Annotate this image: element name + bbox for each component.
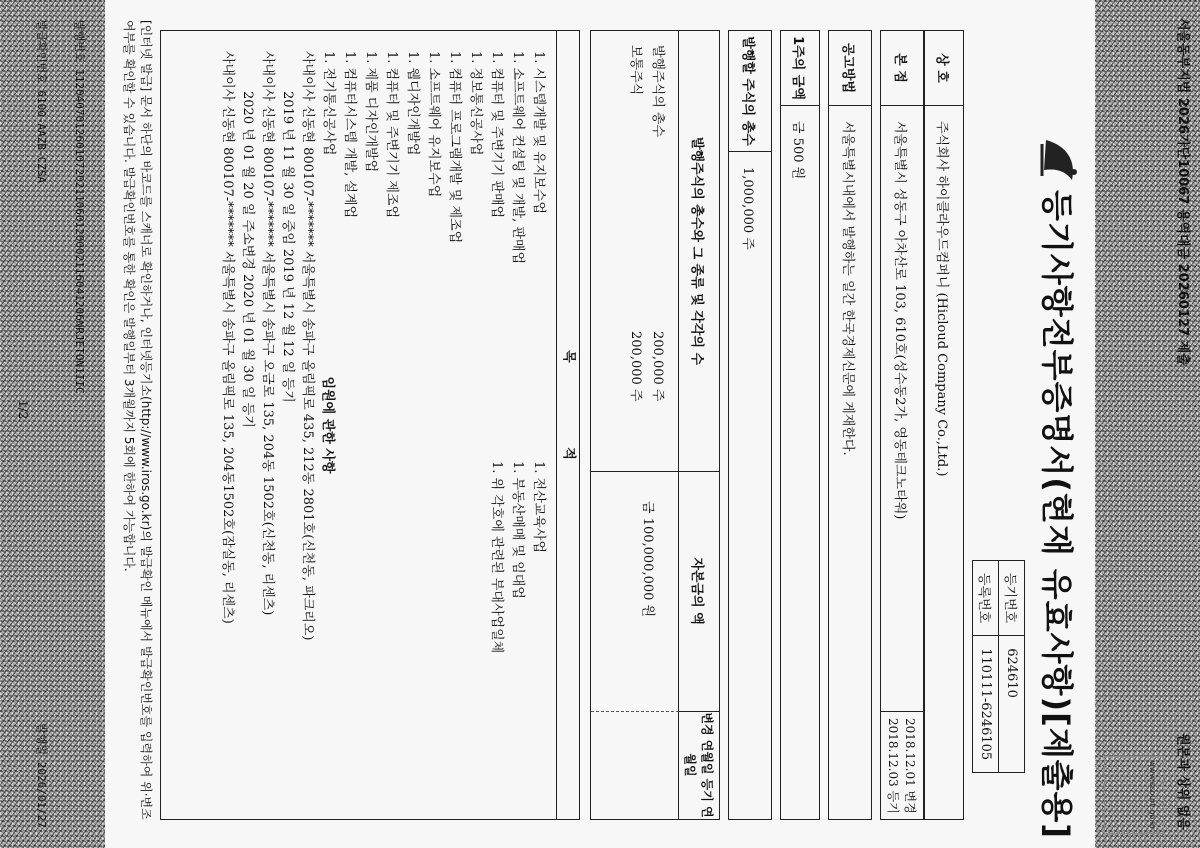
officer-line: 사내이사 신동현 800107-******* 서울특별시 송파구 올림픽로 135, 204동1502호(잠실동, 리센츠): [220, 51, 235, 624]
original-match-note: 원본과 상위 없음: [1175, 733, 1190, 830]
purpose-item: 1. 전기통신공사업: [321, 51, 336, 156]
footer-line: [72, 20, 88, 828]
issue-serial: 발행번호 11204070126010720211060120002116041206NRJETON1IIC: [73, 20, 86, 394]
notice-method-row: [828, 30, 872, 820]
purpose-item: 1. 컴퓨터 및 주변기기 제조업: [384, 51, 399, 219]
footer-line-2: [34, 20, 50, 828]
purpose-item: 1. 시스템개발 및 유지보수업: [531, 51, 546, 214]
reg-id-label: 등록번호: [973, 561, 999, 636]
purpose-item: 1. 부동산매매 및 임대업: [510, 461, 525, 599]
registration-number-box: [972, 560, 1025, 773]
verification-footer: [인터넷 발급] 문서 하단의 바코드를 스캐너로 확인하거나, 인터넷등기소(http://www.iros.go.kr)의 발급확인 메뉴에서 발급확인번호를 입력하여 위·변조 여부를 확인할 수 있습니다. 발급확인번호를 통한 확인은 발행일부터 3개월까지 5회에 한하여 가능합니다.: [122, 20, 153, 820]
hq-registered-date: 2018.12.03 등기: [886, 718, 900, 814]
common-shares-value: 200,000 주: [628, 331, 643, 402]
table-divider: [591, 471, 679, 472]
purpose-item: 1. 소프트웨어 유지보수업: [426, 51, 441, 198]
table-divider-dashed: [591, 711, 679, 712]
reg-id-value: 110111-6246105: [973, 636, 999, 773]
officer-line: 2020 년 01 월 20 일 주소변경 2020 년 01 월 30 일 등기: [240, 91, 255, 428]
officer-line: 2019 년 11 월 30 일 중임 2019 년 12 월 12 일 등기: [280, 91, 295, 403]
purpose-list: [318, 51, 549, 264]
page-title: 등기사항전부증명서(현재 유효사항)[제출용]: [1038, 190, 1076, 840]
issued-shares-table: [590, 30, 720, 820]
notice-method-value: 서울특별시내에서 발행하는 일간 한국경제신문에 게재한다.: [840, 121, 856, 456]
hq-change-date: 2018.12.01 변경: [903, 718, 917, 814]
common-shares-label: 보통주식: [628, 45, 643, 96]
issued-shares-col-header: 발행주식의 총수와 그 종류 및 각각의 수: [678, 31, 719, 472]
purpose-item: 1. 전산교육사업: [531, 461, 546, 553]
purpose-item: 1. 위 각호에 관련된 부대사업일체: [489, 461, 504, 654]
head-office-dates: [881, 711, 923, 819]
scan-noise-bottom: [0, 0, 105, 848]
submission-stamp: [1175, 18, 1194, 830]
confirm-number: 발급확인번호 6100-AAZB-CZSA: [35, 20, 48, 184]
total-shares-label: 발행주식의 총수: [650, 45, 665, 138]
authorized-shares-value: 1,000,000 주: [740, 167, 756, 250]
capital-col-header: 자본금의 액: [678, 471, 719, 712]
purpose-item: 1. 컴퓨터 및 주변기기 판매업: [489, 51, 504, 219]
purpose-header: 목 적: [556, 31, 579, 819]
par-value-value: 금 500 원: [790, 121, 806, 180]
total-shares-value: 200,000 주: [650, 331, 665, 402]
title-row: [1030, 0, 1090, 848]
officers-header: 임원에 관한 사항: [320, 376, 335, 474]
issue-date: 발행일 2026/01/27: [35, 723, 48, 828]
officer-line: 사내이사 신동현 800107-******* 서울특별시 송파구 오금로 135, 204동 1502호(신천동, 리센츠): [260, 51, 275, 616]
business-purpose-section: [160, 30, 580, 820]
purpose-item: 1. 컴퓨터 프로그램개발 및 제조업: [447, 51, 462, 244]
purpose-item: 1. 제품 디자인개발업: [363, 51, 378, 173]
company-name-value: 주식회사 하이클라우드컴퍼니 (Hicloud Company Co.,Ltd.): [934, 121, 950, 477]
head-office-label: 본 점: [881, 31, 923, 106]
purpose-item: 1. 웹디자인개발업: [405, 51, 420, 156]
officer-line: 사내이사 신동현 800107-******* 서울특별시 송파구 올림픽로 435, 212동 2801호(신천동, 파크리오): [300, 51, 315, 641]
court-case-line: 서울동부지법 2026가단10067 용역대금 20260127 제출: [1175, 18, 1190, 366]
court-logo: www.scourt.go.kr: [1104, 756, 1164, 834]
authorized-shares-row: [728, 30, 772, 820]
registry-emblem-icon: [1032, 132, 1088, 188]
page-number: 1/2: [16, 400, 30, 420]
par-value-row: [780, 30, 820, 820]
purpose-item: 1. 정보통신공사업: [468, 51, 483, 156]
officers-list: [217, 51, 317, 811]
capital-value: 금 100,000,000 원: [640, 501, 655, 618]
reg-no-value: 624610: [999, 636, 1025, 773]
company-name-row: [924, 30, 964, 820]
head-office-value: 서울특별시 성동구 아차산로 103, 610호(성수동2가, 영동테크노타워): [892, 121, 908, 520]
reg-no-label: 등기번호: [999, 561, 1025, 636]
head-office-row: [880, 30, 924, 820]
par-value-label: 1주의 금액: [781, 31, 819, 106]
company-name-label: 상 호: [925, 31, 963, 106]
purpose-item: 1. 소프트웨어 컨설팅 및 개발, 판매업: [510, 51, 525, 265]
notice-method-label: 공고방법: [829, 31, 871, 106]
change-date-col-header: 변경 연월일 등기 연월일: [678, 711, 719, 819]
purpose-item: 1. 컴퓨터시스템 개발, 설계업: [342, 51, 357, 219]
purpose-list-continued: [486, 461, 549, 653]
authorized-shares-label: 발행할 주식의 총수: [729, 31, 771, 152]
